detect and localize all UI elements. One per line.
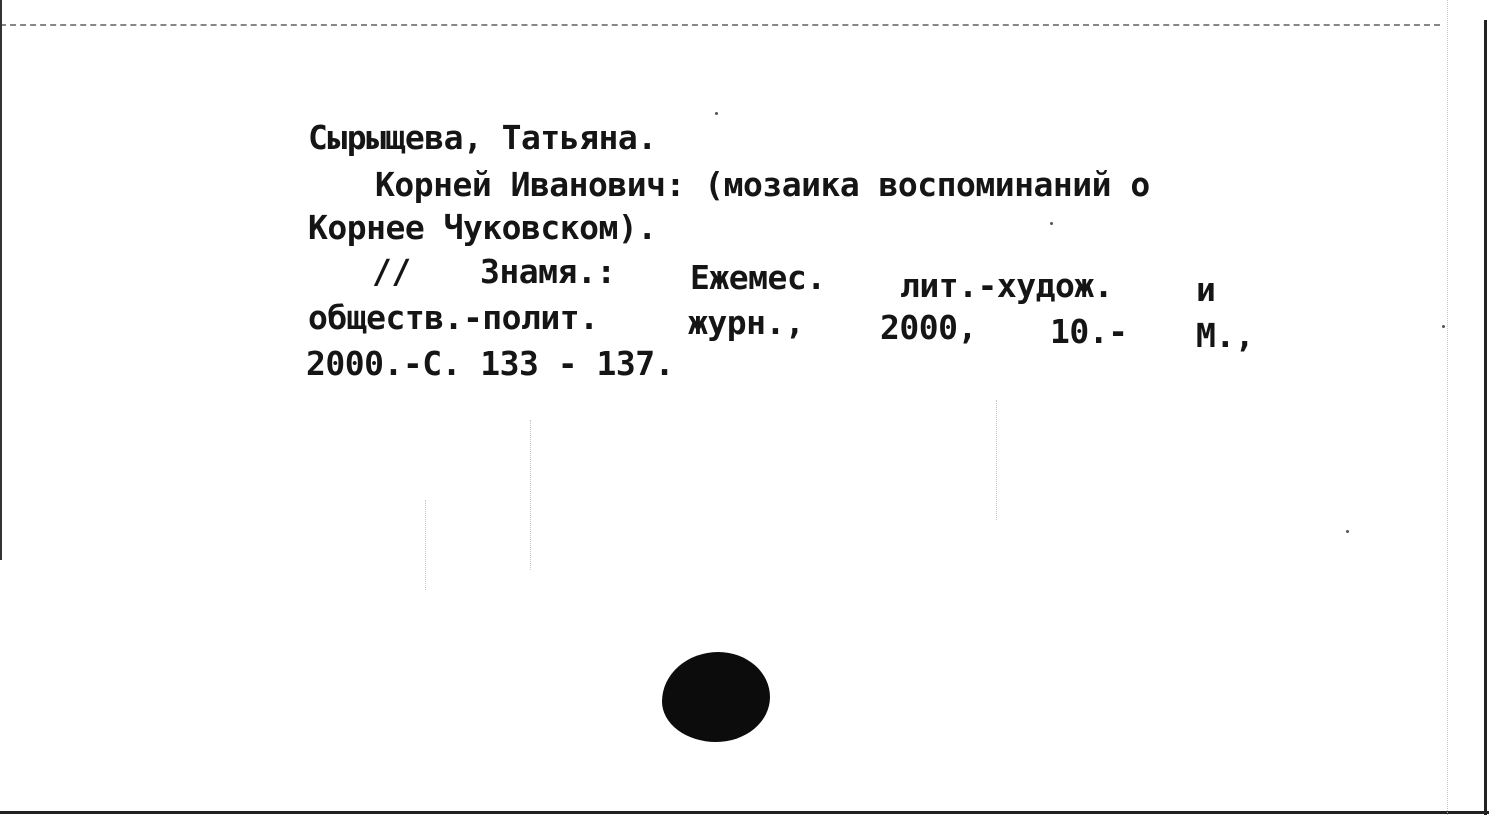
source-issue: 10.- — [1050, 312, 1128, 351]
author-line: Сырыщева, Татьяна. — [308, 118, 657, 157]
source-pages: 2000.-С. 133 - 137. — [306, 344, 674, 383]
source-kind-2: обществ.-полит. — [308, 298, 599, 337]
source-journal: Знамя.: — [480, 252, 616, 291]
source-separator: // — [372, 252, 411, 291]
source-year: 2000, — [880, 308, 977, 347]
scan-artifact — [530, 420, 531, 570]
scan-artifact — [1447, 0, 1448, 815]
card-bottom-edge — [0, 811, 1489, 814]
title-line-1: Корней Иванович: (мозаика воспоминаний о — [375, 165, 1150, 204]
card-left-edge — [0, 0, 2, 560]
title-line-2: Корнее Чуковском). — [308, 208, 657, 247]
scan-artifact — [996, 400, 997, 520]
card-right-edge — [1484, 20, 1487, 815]
scan-speck — [1346, 530, 1349, 533]
scan-speck — [715, 112, 718, 115]
source-conjunction: и — [1196, 270, 1216, 309]
source-frequency: Ежемес. — [690, 258, 826, 297]
scan-speck — [1050, 222, 1053, 225]
source-journal-type: журн., — [688, 303, 805, 342]
punch-hole — [662, 652, 770, 742]
scan-artifact — [425, 500, 426, 590]
source-place: М., — [1196, 316, 1255, 355]
card-top-edge — [0, 24, 1440, 26]
scan-speck — [1442, 325, 1445, 328]
source-kind: лит.-худож. — [900, 266, 1114, 305]
